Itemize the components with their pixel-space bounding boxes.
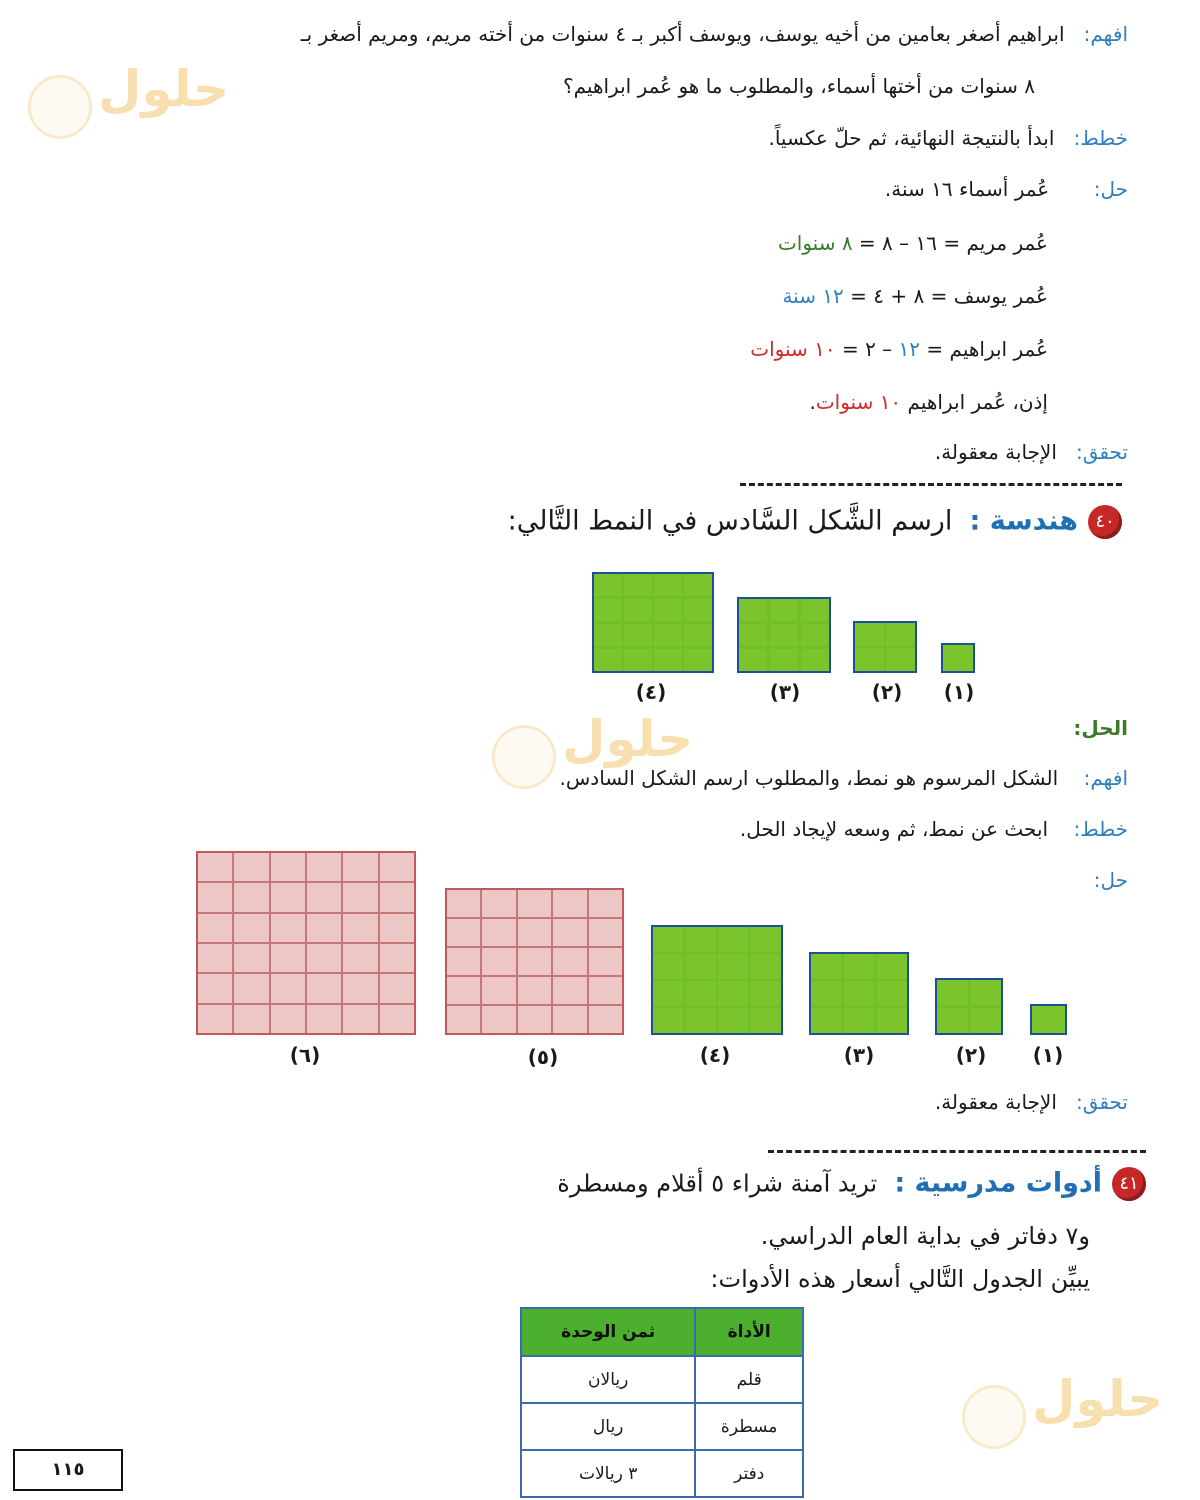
grid-square — [751, 1008, 781, 1033]
pattern-figure-4 — [592, 572, 714, 673]
solution-figure-4 — [651, 925, 783, 1035]
grid-square — [855, 648, 884, 671]
table-cell: ٣ ريالات — [521, 1450, 695, 1497]
grid-square — [380, 853, 414, 881]
table-cell: دفتر — [695, 1450, 803, 1497]
check-label: تحقق: — [1075, 440, 1128, 464]
section-divider — [768, 1150, 1146, 1153]
grid-square — [447, 919, 480, 946]
equation-result: ١٠ سنوات — [750, 337, 836, 361]
grid-square — [684, 599, 712, 621]
grid-square — [271, 944, 305, 972]
grid-square — [589, 977, 622, 1004]
grid-square — [307, 914, 341, 942]
grid-square — [801, 624, 829, 646]
grid-square — [234, 853, 268, 881]
solve-label: حل: — [1093, 868, 1128, 892]
grid-square — [307, 944, 341, 972]
problem-number-badge: ٤٠ — [1088, 505, 1122, 539]
grid-square — [553, 890, 586, 917]
grid-square — [234, 883, 268, 911]
grid-square — [307, 883, 341, 911]
grid-square — [751, 927, 781, 952]
grid-square — [271, 853, 305, 881]
solution-figure-2 — [935, 978, 1003, 1035]
grid-square — [380, 1005, 414, 1033]
grid-square — [482, 977, 515, 1004]
grid-square — [811, 1008, 841, 1033]
grid-square — [589, 919, 622, 946]
solution-figure-5 — [445, 888, 624, 1035]
conclusion: إذن، عُمر ابراهيم ١٠ سنوات. — [809, 390, 1048, 414]
grid-square — [271, 1005, 305, 1033]
grid-square — [589, 890, 622, 917]
grid-square — [770, 624, 798, 646]
grid-square — [447, 890, 480, 917]
grid-square — [739, 624, 767, 646]
plan-text: ابدأ بالنتيجة النهائية، ثم حلّ عكسياً. — [768, 126, 1055, 150]
grid-square — [234, 1005, 268, 1033]
check-text: الإجابة معقولة. — [934, 440, 1057, 464]
grid-square — [684, 574, 712, 596]
check-row — [935, 1090, 1128, 1114]
grid-square — [970, 980, 1001, 1005]
grid-square — [518, 1006, 551, 1033]
grid-square — [801, 599, 829, 621]
plan-row — [740, 817, 1128, 841]
grid-square — [518, 948, 551, 975]
grid-square — [624, 649, 652, 671]
grid-square — [886, 648, 915, 671]
solution-figure-3 — [809, 952, 909, 1035]
problem-topic: أدوات مدرسية : — [894, 1167, 1102, 1199]
grid-square — [594, 649, 622, 671]
check-row — [935, 440, 1128, 464]
grid-square — [937, 1008, 968, 1033]
plan-label: خطط: — [1073, 126, 1128, 150]
plan-text: ابحث عن نمط، ثم وسعه لإيجاد الحل. — [739, 817, 1049, 841]
grid-square — [380, 914, 414, 942]
plan-label: خطط: — [1073, 817, 1128, 841]
understand-label: افهم: — [1083, 766, 1128, 790]
grid-square — [684, 649, 712, 671]
problem-text-line: يبيِّن الجدول التَّالي أسعار هذه الأدوات: — [710, 1265, 1090, 1293]
problem-text: تريد آمنة شراء ٥ أقلام ومسطرة — [557, 1169, 878, 1198]
figure-label: (٢) — [871, 680, 903, 704]
grid-square — [686, 954, 716, 979]
grid-square — [380, 944, 414, 972]
section-divider — [740, 483, 1122, 486]
grid-square — [553, 948, 586, 975]
understand-text: ابراهيم أصغر بعامين من أخيه يوسف، ويوسف أكبر بـ ٤ سنوات من أخته مريم، ومريم أصغر بـ — [300, 22, 1065, 46]
grid-square — [234, 914, 268, 942]
equation-maryam: عُمر مريم = ١٦ – ٨ = ٨ سنوات — [777, 231, 1048, 255]
page-number: ١١٥ — [13, 1449, 123, 1491]
grid-square — [811, 981, 841, 1006]
equation-yousef: عُمر يوسف = ٨ + ٤ = ١٢ سنة — [782, 284, 1048, 308]
pattern-figure-3 — [737, 597, 831, 673]
grid-square — [943, 645, 973, 671]
grid-square — [653, 981, 683, 1006]
check-text: الإجابة معقولة. — [934, 1090, 1057, 1114]
grid-square — [234, 944, 268, 972]
table-row — [521, 1450, 803, 1497]
grid-square — [770, 649, 798, 671]
grid-square — [482, 890, 515, 917]
grid-square — [589, 948, 622, 975]
table-row — [521, 1356, 803, 1403]
watermark-logo: حلول — [492, 710, 623, 768]
grid-square — [877, 981, 907, 1006]
table-cell: قلم — [695, 1356, 803, 1403]
understand-row — [560, 766, 1128, 790]
grid-square — [970, 1008, 1001, 1033]
grid-square — [654, 599, 682, 621]
grid-square — [380, 883, 414, 911]
grid-square — [624, 574, 652, 596]
grid-square — [653, 1008, 683, 1033]
solve-text: عُمر أسماء ١٦ سنة. — [884, 177, 1050, 201]
grid-square — [718, 1008, 748, 1033]
grid-square — [482, 1006, 515, 1033]
grid-square — [518, 890, 551, 917]
understand-label: افهم: — [1083, 22, 1128, 46]
problem-number-badge: ٤١ — [1112, 1167, 1146, 1201]
equation-result: ٨ سنوات — [777, 231, 853, 255]
grid-square — [801, 649, 829, 671]
grid-square — [343, 883, 377, 911]
grid-square — [343, 853, 377, 881]
pattern-figure-2 — [853, 621, 917, 673]
grid-square — [594, 624, 622, 646]
grid-square — [553, 919, 586, 946]
grid-square — [937, 980, 968, 1005]
solution-figure-6 — [196, 851, 416, 1035]
grid-square — [654, 649, 682, 671]
grid-square — [553, 1006, 586, 1033]
grid-square — [198, 883, 232, 911]
grid-square — [482, 919, 515, 946]
equation-result: ١٢ سنة — [782, 284, 844, 308]
table-row — [521, 1403, 803, 1450]
watermark-logo: حلول — [962, 1370, 1093, 1428]
grid-square — [653, 954, 683, 979]
figure-label: (٤) — [635, 680, 667, 704]
check-label: تحقق: — [1075, 1090, 1128, 1114]
grid-square — [447, 1006, 480, 1033]
grid-square — [380, 974, 414, 1002]
grid-square — [718, 954, 748, 979]
grid-square — [589, 1006, 622, 1033]
grid-square — [198, 853, 232, 881]
grid-square — [686, 981, 716, 1006]
table-cell: مسطرة — [695, 1403, 803, 1450]
figure-label: (٤) — [699, 1043, 731, 1067]
grid-square — [482, 948, 515, 975]
table-cell: ريالان — [521, 1356, 695, 1403]
grid-square — [751, 981, 781, 1006]
figure-label: (١) — [1032, 1043, 1064, 1067]
solution-figure-1 — [1030, 1004, 1067, 1035]
grid-square — [684, 624, 712, 646]
figure-label: (٣) — [769, 680, 801, 704]
equation-ibrahim: عُمر ابراهيم = ١٢ – ٢ = ١٠ سنوات — [750, 337, 1048, 361]
understand-text-continued: ٨ سنوات من أختها أسماء، والمطلوب ما هو عُمر ابراهيم؟ — [562, 74, 1035, 98]
grid-square — [271, 883, 305, 911]
problem-topic: هندسة : — [969, 505, 1078, 537]
plan-row — [768, 126, 1128, 150]
figure-label: (٦) — [289, 1043, 321, 1067]
grid-square — [877, 1008, 907, 1033]
grid-square — [198, 974, 232, 1002]
grid-square — [654, 574, 682, 596]
table-header-row — [521, 1308, 803, 1356]
grid-square — [594, 574, 622, 596]
grid-square — [343, 1005, 377, 1033]
grid-square — [855, 623, 884, 646]
grid-square — [811, 954, 841, 979]
pattern-figure-1 — [941, 643, 975, 673]
grid-square — [844, 954, 874, 979]
grid-square — [307, 1005, 341, 1033]
figure-label: (١) — [943, 680, 975, 704]
grid-square — [271, 914, 305, 942]
grid-square — [686, 1008, 716, 1033]
grid-square — [686, 927, 716, 952]
grid-square — [343, 974, 377, 1002]
grid-square — [553, 977, 586, 1004]
grid-square — [1032, 1006, 1065, 1033]
problem-heading — [557, 1167, 1146, 1201]
grid-square — [343, 914, 377, 942]
figure-label: (٥) — [527, 1045, 559, 1069]
grid-square — [518, 919, 551, 946]
solve-row — [1094, 868, 1128, 892]
grid-square — [718, 981, 748, 1006]
table-cell: ريال — [521, 1403, 695, 1450]
watermark-logo: حلول — [28, 60, 159, 118]
grid-square — [198, 914, 232, 942]
grid-square — [234, 974, 268, 1002]
grid-square — [877, 954, 907, 979]
solve-row — [885, 177, 1128, 201]
solve-label: حل: — [1093, 177, 1128, 201]
problem-prompt: ارسم الشَّكل السَّادس في النمط التَّالي: — [507, 505, 953, 537]
figure-label: (٢) — [955, 1043, 987, 1067]
grid-square — [886, 623, 915, 646]
understand-text: الشكل المرسوم هو نمط، والمطلوب ارسم الشكل السادس. — [559, 766, 1059, 790]
grid-square — [751, 954, 781, 979]
grid-square — [307, 853, 341, 881]
problem-heading — [508, 505, 1122, 539]
grid-square — [739, 599, 767, 621]
prices-table — [520, 1307, 804, 1498]
grid-square — [653, 927, 683, 952]
table-header: الأداة — [695, 1308, 803, 1356]
grid-square — [518, 977, 551, 1004]
understand-row — [301, 22, 1128, 46]
grid-square — [198, 944, 232, 972]
grid-square — [343, 944, 377, 972]
grid-square — [844, 981, 874, 1006]
grid-square — [198, 1005, 232, 1033]
solution-label: الحل: — [1073, 716, 1128, 740]
grid-square — [718, 927, 748, 952]
grid-square — [739, 649, 767, 671]
grid-square — [770, 599, 798, 621]
grid-square — [447, 948, 480, 975]
grid-square — [624, 599, 652, 621]
table-header: ثمن الوحدة — [521, 1308, 695, 1356]
grid-square — [654, 624, 682, 646]
problem-text-line: و٧ دفاتر في بداية العام الدراسي. — [760, 1222, 1090, 1250]
grid-square — [594, 599, 622, 621]
grid-square — [447, 977, 480, 1004]
grid-square — [624, 624, 652, 646]
figure-label: (٣) — [843, 1043, 875, 1067]
grid-square — [307, 974, 341, 1002]
grid-square — [844, 1008, 874, 1033]
grid-square — [271, 974, 305, 1002]
